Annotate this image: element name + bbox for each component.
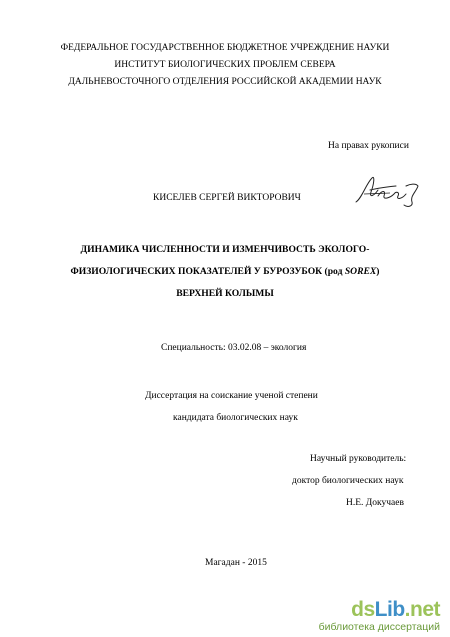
- supervisor-label: Научный руководитель:: [310, 454, 407, 464]
- watermark-logo-text: [319, 599, 440, 621]
- title-genus: SOREX: [344, 266, 377, 277]
- title-line-1: ДИНАМИКА ЧИСЛЕННОСТИ И ИЗМЕНЧИВОСТЬ ЭКОЛОГО-: [80, 244, 370, 255]
- watermark-logo-part-3: .net: [404, 598, 440, 621]
- watermark-subtitle: библиотека диссертаций: [318, 621, 440, 633]
- supervisor-name: Н.Е. Докучаев: [346, 498, 404, 508]
- institution-line-3: ДАЛЬНЕВОСТОЧНОГО ОТДЕЛЕНИЯ РОССИЙСКОЙ АКАДЕМИИ НАУК: [68, 77, 382, 87]
- author-name: КИСЕЛЕВ СЕРГЕЙ ВИКТОРОВИЧ: [153, 193, 301, 203]
- manuscript-note: На правах рукописи: [328, 141, 409, 151]
- title-line-2: [0, 261, 450, 283]
- institution-line-1: ФЕДЕРАЛЬНОЕ ГОСУДАРСТВЕННОЕ БЮДЖЕТНОЕ УЧРЕЖДЕНИЕ НАУКИ: [60, 43, 390, 53]
- watermark-logo-part-2: Lib: [374, 598, 405, 621]
- dissertation-line-2: кандидата биологических наук: [173, 413, 298, 423]
- title-line-2-end: ): [376, 266, 380, 277]
- signature-icon: [350, 172, 420, 214]
- city-year: Магадан - 2015: [205, 558, 267, 568]
- institution-line-2: ИНСТИТУТ БИОЛОГИЧЕСКИХ ПРОБЛЕМ СЕВЕРА: [114, 60, 336, 70]
- watermark-logo: [319, 599, 440, 633]
- supervisor-degree: доктор биологических наук: [292, 476, 404, 486]
- dissertation-line-1: Диссертация на соискание ученой степени: [145, 391, 318, 401]
- title-line-2-text: ФИЗИОЛОГИЧЕСКИХ ПОКАЗАТЕЛЕЙ У БУРОЗУБОК (род: [70, 266, 345, 277]
- specialty-text: Специальность: 03.02.08 – экология: [161, 343, 307, 353]
- watermark-logo-part-1: ds: [351, 598, 375, 621]
- title-line-3: ВЕРХНЕЙ КОЛЫМЫ: [176, 288, 274, 299]
